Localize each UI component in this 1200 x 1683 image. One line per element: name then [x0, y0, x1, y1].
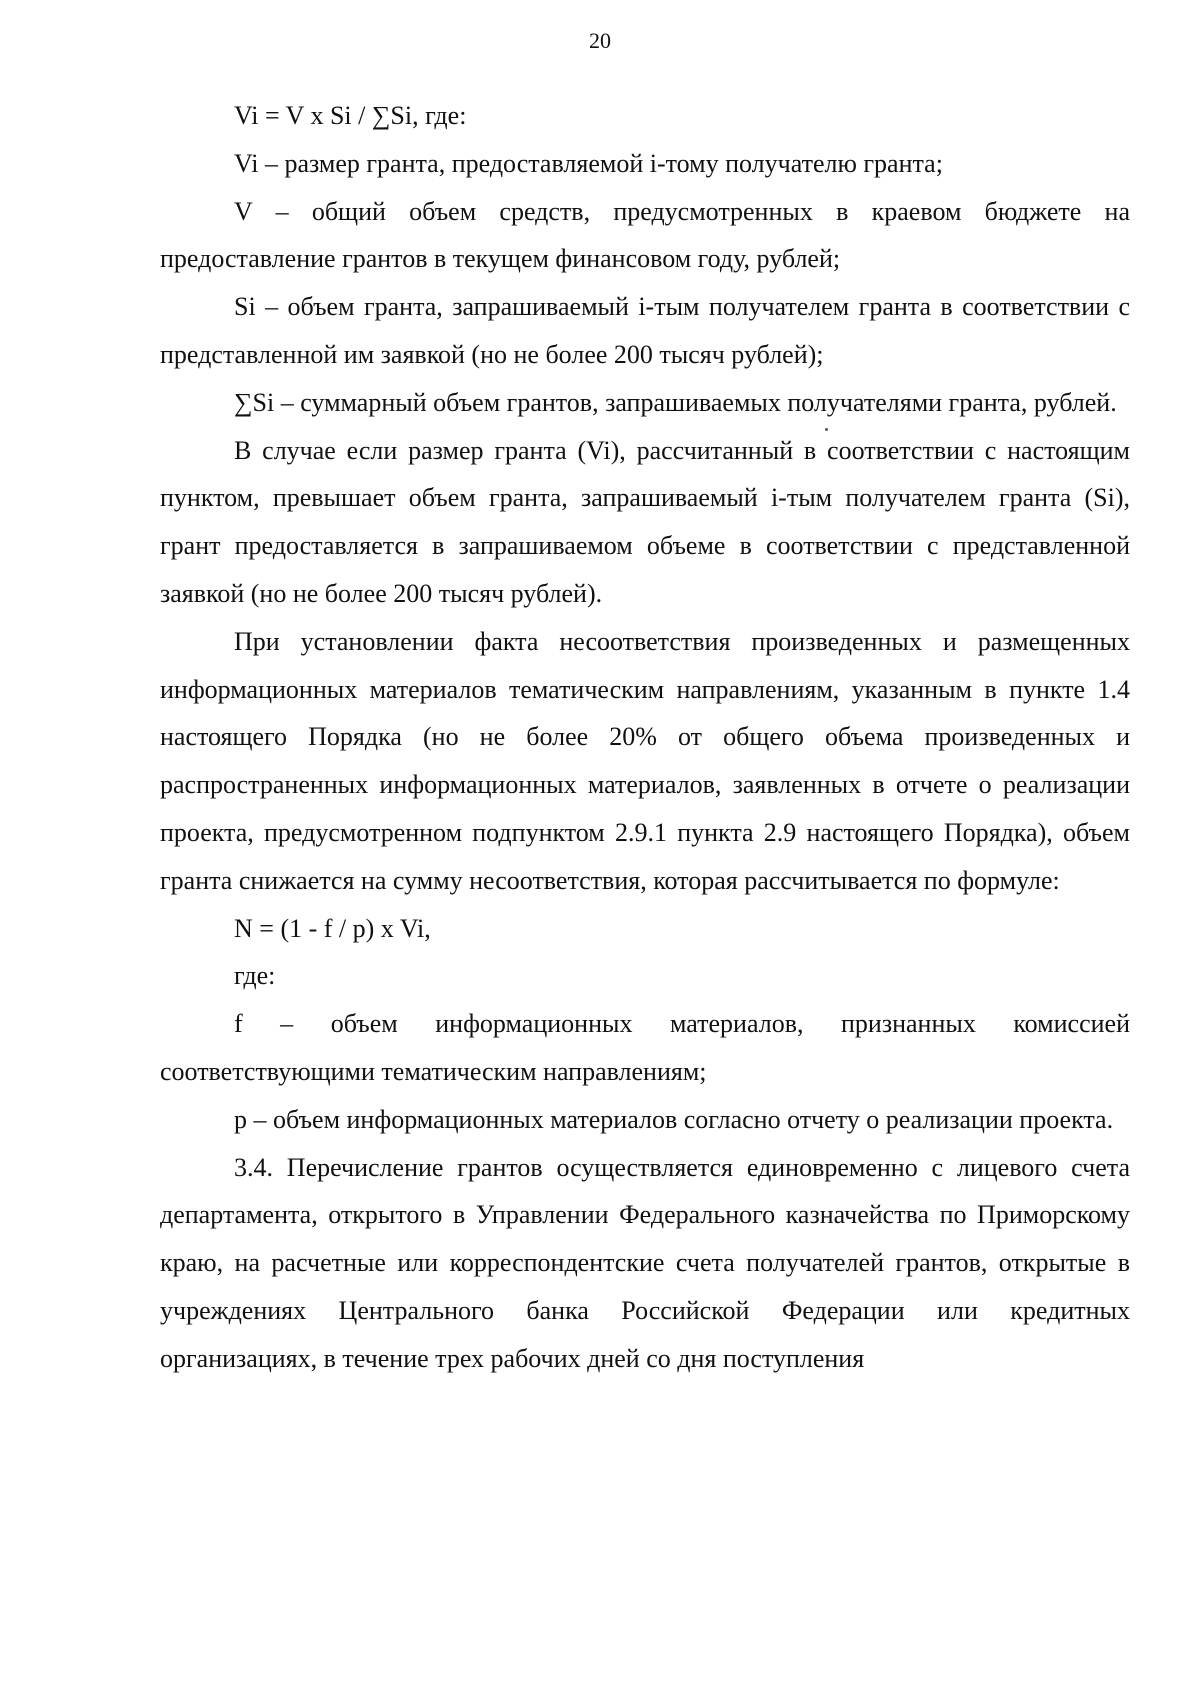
section-3-4: 3.4. Перечисление грантов осуществляется единовременно с лицевого счета департамента, открытого в Управлении Федерального казначейства по Приморскому краю, на расчетные или корреспондентские счета получателей грантов, открытые в учреждениях Центрального банка Российской Федерации или кредитных организациях, в течение трех рабочих дней со дня поступления: [160, 1152, 1130, 1373]
page-number: 20: [589, 28, 611, 53]
formula-grant-size: Vi = V x Si / ∑Si, где:: [234, 101, 467, 130]
document-body: [160, 92, 1130, 1383]
definition-sum-si: ∑Si – суммарный объем грантов, запрашиваемых получателями гранта, рублей.: [234, 387, 1117, 417]
definition-v: V – общий объем средств, предусмотренных в краевом бюджете на предоставление грантов в текущем финансовом году, рублей;: [160, 196, 1130, 274]
definition-si: Si – объем гранта, запрашиваемый i-тым получателем гранта в соответствии с представленной им заявкой (но не более 200 тысяч рублей);: [160, 292, 1130, 369]
definition-f: f – объем информационных материалов, признанных комиссией соответствующими тематическим направлениям;: [160, 1009, 1130, 1086]
formula-reduction: N = (1 - f / p) x Vi,: [234, 913, 431, 943]
definition-vi: Vi – размер гранта, предоставляемой i-тому получателю гранта;: [234, 148, 943, 178]
paragraph-mismatch: При установлении факта несоответствия произведенных и размещенных информационных материалов тематическим направлениям, указанным в пункте 1.4 настоящего Порядка (но не более 20% от общего объема произведенных и распространенных информационных материалов, заявленных в отчете о реализации проекта, предусмотренном подпунктом 2.9.1 пункта 2.9 настоящего Порядка), объем гранта снижается на сумму несоответствия, которая рассчитывается по формуле:: [160, 626, 1130, 895]
paragraph-grant-limit: В случае если размер гранта (Vi), рассчитанный в соответствии с настоящим пунктом, превышает объем гранта, запрашиваемый i-тым получателем гранта (Si), грант предоставляется в запрашиваемом объеме в соответствии с представленной заявкой (но не более 200 тысяч рублей).: [160, 435, 1130, 608]
definition-p: p – объем информационных материалов согласно отчету о реализации проекта.: [234, 1104, 1114, 1134]
formula-where-label: где:: [234, 961, 276, 991]
